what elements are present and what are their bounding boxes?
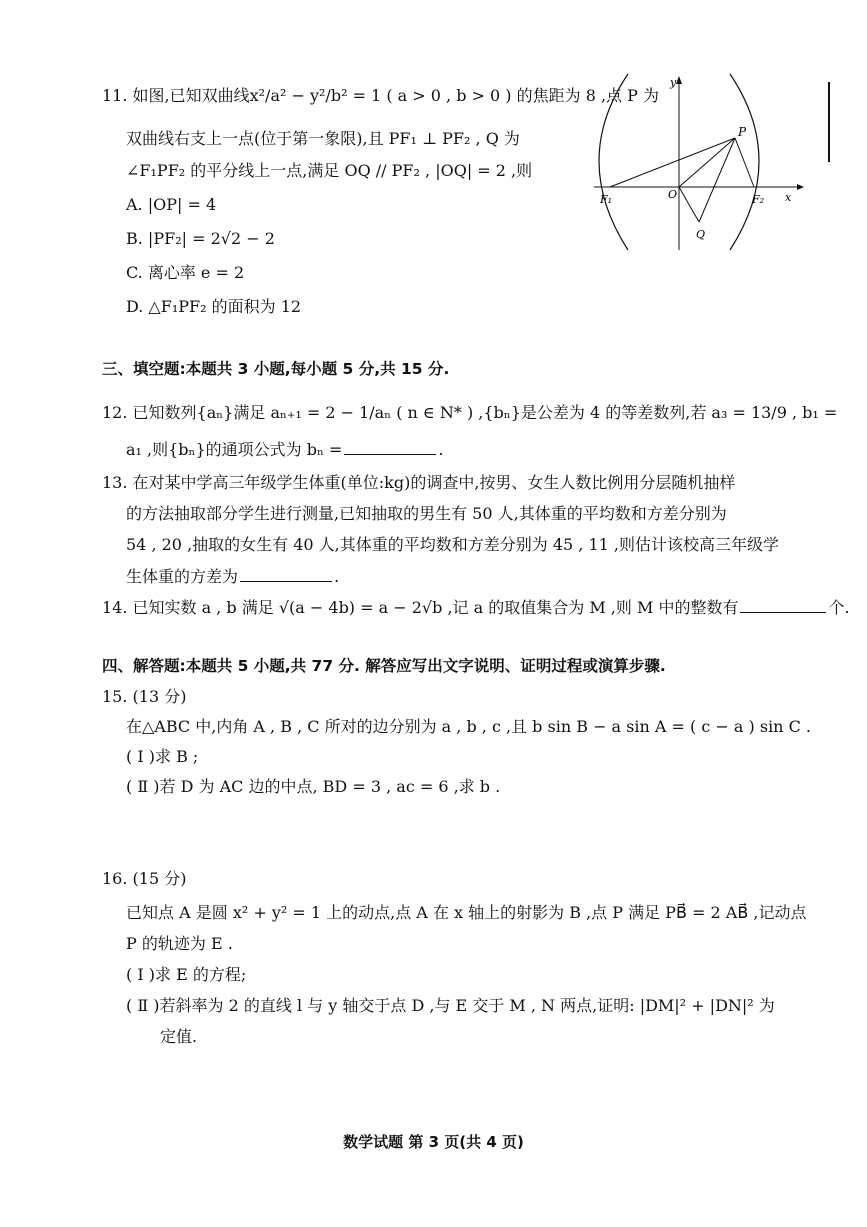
q16-stem-line2: P 的轨迹为 E . — [126, 934, 233, 953]
q13-answer-blank[interactable] — [240, 565, 332, 582]
segment-pq — [699, 138, 735, 222]
q14-text: 14. 已知实数 a , b 满足 √(a − 4b) = a − 2√b ,记 a 的取值集合为 M ,则 M 中的整数有 — [102, 598, 739, 617]
q15-part-1: ( Ⅰ )求 B ; — [126, 747, 199, 766]
q13-stem-line4 — [126, 565, 339, 588]
segment-pf2 — [735, 138, 754, 187]
page-footer: 数学试题 第 3 页(共 4 页) — [343, 1133, 524, 1151]
binding-mark — [828, 82, 830, 162]
segment-oq — [679, 187, 699, 222]
label-y: y — [670, 76, 677, 89]
x-axis-arrow — [797, 184, 804, 190]
segment-op — [679, 138, 735, 187]
q11-stem-line2: 双曲线右支上一点(位于第一象限),且 PF₁ ⊥ PF₂ , Q 为 — [126, 129, 520, 148]
q12-answer-blank[interactable] — [344, 438, 436, 455]
q14-answer-blank[interactable] — [740, 596, 826, 613]
section-4-heading: 四、解答题:本题共 5 小题,共 77 分. 解答应写出文字说明、证明过程或演算步骤. — [102, 657, 666, 675]
section-3-heading: 三、填空题:本题共 3 小题,每小题 5 分,共 15 分. — [102, 360, 450, 378]
label-p: P — [738, 125, 747, 139]
q12-stem-line2 — [126, 438, 444, 461]
q11-option-d: D. △F₁PF₂ 的面积为 12 — [126, 297, 302, 316]
q11-stem-line3: ∠F₁PF₂ 的平分线上一点,满足 OQ // PF₂ , |OQ| = 2 ,则 — [126, 161, 533, 180]
q13-stem-line1: 13. 在对某中学高三年级学生体重(单位:kg)的调查中,按男、女生人数比例用分层随机抽样 — [102, 473, 736, 492]
q16-stem-line1: 已知点 A 是圆 x² + y² = 1 上的动点,点 A 在 x 轴上的射影为 B ,点 P 满足 PB⃗ = 2 AB⃗ ,记动点 — [126, 903, 807, 922]
q16-part-2-line2: 定值. — [160, 1027, 198, 1046]
label-f1: F₁ — [600, 193, 613, 206]
q13-text: 生体重的方差为 — [126, 567, 239, 586]
q12-text: a₁ ,则{bₙ}的通项公式为 bₙ = — [126, 440, 343, 459]
label-x: x — [785, 191, 792, 204]
label-q: Q — [696, 228, 706, 241]
q13-stem-line3: 54 , 20 ,抽取的女生有 40 人,其体重的平均数和方差分别为 45 , 11 ,则估计该校高三年级学 — [126, 535, 780, 554]
segment-f1p — [610, 138, 735, 187]
hyperbola-left-branch — [599, 74, 628, 250]
hyperbola-figure — [592, 70, 808, 252]
q16-part-1: ( Ⅰ )求 E 的方程; — [126, 965, 247, 984]
label-o: O — [668, 188, 678, 201]
q14-stem — [102, 596, 850, 619]
q13-end: . — [334, 567, 340, 586]
q12-stem-line1: 12. 已知数列{aₙ}满足 aₙ₊₁ = 2 − 1/aₙ ( n ∈ N* ) ,{bₙ}是公差为 4 的等差数列,若 a₃ = 13/9 , b₁ = — [102, 403, 838, 422]
q13-stem-line2: 的方法抽取部分学生进行测量,已知抽取的男生有 50 人,其体重的平均数和方差分别为 — [126, 504, 727, 523]
label-f2: F₂ — [752, 193, 765, 206]
q14-end: 个. — [828, 598, 850, 617]
q11-option-b: B. |PF₂| = 2√2 − 2 — [126, 229, 275, 248]
q15-stem: 在△ABC 中,内角 A , B , C 所对的边分别为 a , b , c ,且 b sin B − a sin A = ( c − a ) sin C . — [126, 717, 811, 736]
q16-part-2-line1: ( Ⅱ )若斜率为 2 的直线 l 与 y 轴交于点 D ,与 E 交于 M , N 两点,证明: |DM|² + |DN|² 为 — [126, 996, 775, 1015]
q11-option-c: C. 离心率 e = 2 — [126, 263, 245, 282]
q11-option-a: A. |OP| = 4 — [126, 195, 217, 214]
y-axis-arrow — [676, 76, 682, 84]
q15-heading: 15. (13 分) — [102, 687, 187, 706]
q12-end: . — [438, 440, 444, 459]
q11-stem-line1: 11. 如图,已知双曲线x²/a² − y²/b² = 1 ( a > 0 , b > 0 ) 的焦距为 8 ,点 P 为 — [102, 86, 659, 105]
q15-part-2: ( Ⅱ )若 D 为 AC 边的中点, BD = 3 , ac = 6 ,求 b . — [126, 777, 501, 796]
q16-heading: 16. (15 分) — [102, 869, 187, 888]
